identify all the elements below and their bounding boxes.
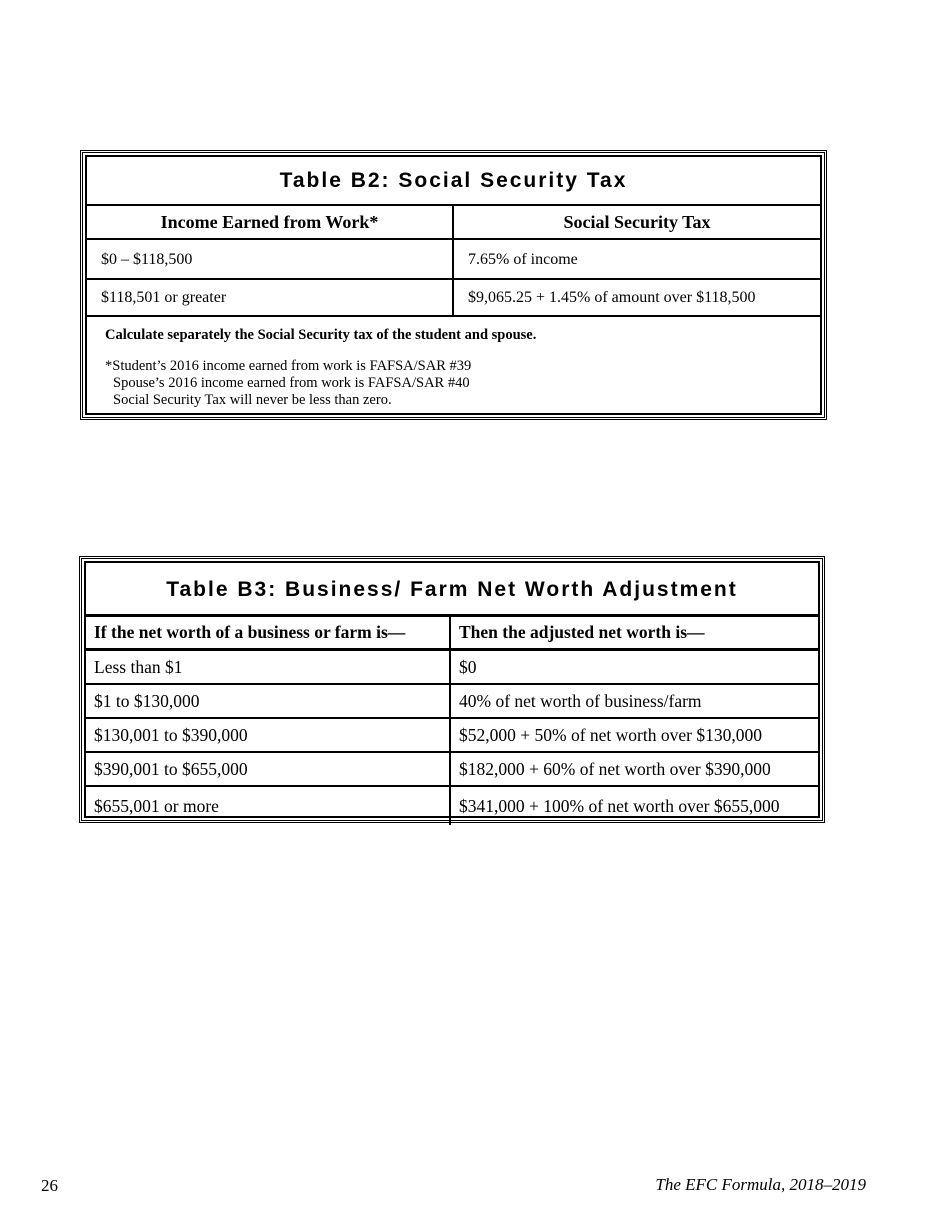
table-b2-title: Table B2: Social Security Tax (87, 157, 820, 206)
table-cell: 40% of net worth of business/farm (459, 691, 702, 711)
document-title: The EFC Formula, 2018–2019 (655, 1175, 866, 1194)
table-row (86, 787, 818, 825)
table-b3-title: Table B3: Business/ Farm Net Worth Adjustment (86, 563, 818, 617)
table-cell: $52,000 + 50% of net worth over $130,000 (459, 725, 762, 745)
table-row (87, 240, 820, 280)
table-cell: $130,001 to $390,000 (86, 719, 451, 751)
note-line: *Student’s 2016 income earned from work is FAFSA/SAR #39 (105, 358, 472, 374)
table-cell: $182,000 + 60% of net worth over $390,000 (459, 759, 771, 779)
table-row (86, 685, 818, 719)
table-row (86, 753, 818, 787)
column-header: Income Earned from Work* (87, 206, 454, 238)
note-line: Social Security Tax will never be less than zero. (113, 392, 392, 408)
table-header-row (86, 617, 818, 651)
table-b3 (79, 556, 825, 823)
table-cell: $0 (459, 657, 477, 677)
table-row (87, 280, 820, 317)
table-cell: $341,000 + 100% of net worth over $655,000 (459, 796, 780, 816)
table-cell: $655,001 or more (86, 787, 451, 825)
column-header: If the net worth of a business or farm is— (86, 617, 451, 648)
table-row (86, 651, 818, 685)
column-header: Then the adjusted net worth is— (459, 622, 705, 642)
column-header: Social Security Tax (563, 212, 711, 232)
table-cell: $118,501 or greater (87, 280, 454, 315)
table-cell: $390,001 to $655,000 (86, 753, 451, 785)
table-cell: Less than $1 (86, 651, 451, 683)
page-number: 26 (41, 1176, 58, 1195)
table-b2 (80, 150, 827, 420)
table-cell: $9,065.25 + 1.45% of amount over $118,500 (468, 289, 756, 306)
table-cell: 7.65% of income (468, 251, 578, 268)
table-header-row (87, 206, 820, 240)
table-cell: $0 – $118,500 (87, 240, 454, 278)
note-bold: Calculate separately the Social Security tax of the student and spouse. (105, 327, 537, 343)
table-row (86, 719, 818, 753)
table-cell: $1 to $130,000 (86, 685, 451, 717)
note-line: Spouse’s 2016 income earned from work is FAFSA/SAR #40 (113, 375, 470, 391)
table-notes (87, 317, 820, 409)
